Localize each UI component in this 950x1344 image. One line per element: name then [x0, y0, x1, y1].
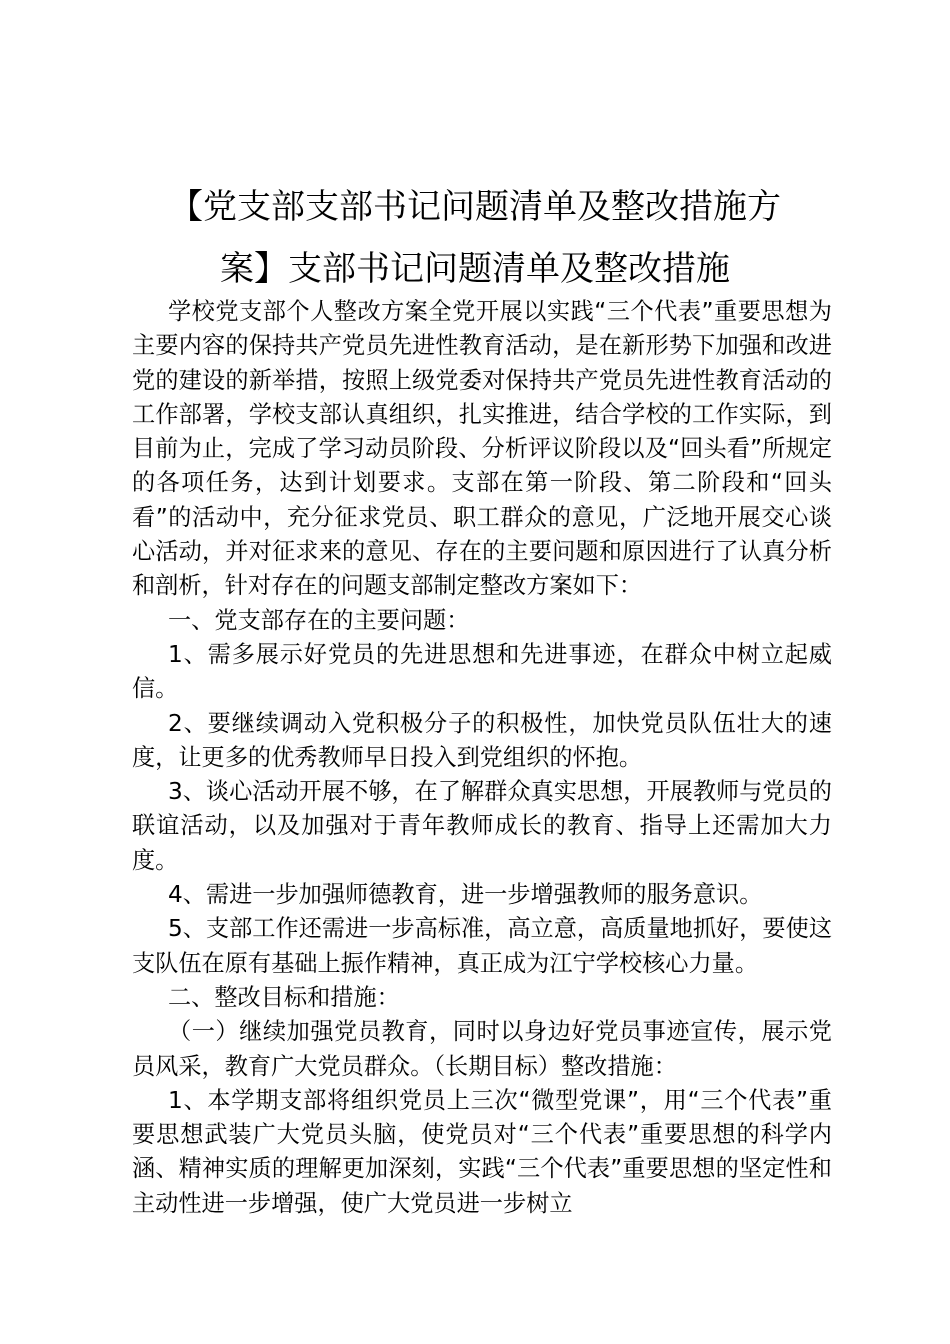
problem-item-4: 4、需进一步加强师德教育，进一步增强教师的服务意识。: [167, 881, 763, 909]
title-line-2: 案】支部书记问题清单及整改措施: [220, 249, 730, 289]
problem-item-2: 2、要继续调动入党积极分子的积极性，加快党员队伍壮大的速度，让更多的优秀教师早日投入到党组织的怀抱。: [132, 709, 832, 771]
measure-item-1: 1、本学期支部将组织党员上三次“微型党课”，用“三个代表”重要思想武装广大党员头脑，使党员对“三个代表”重要思想的科学内涵、精神实质的理解更加深刻，实践“三个代表”重要思想的坚定性和主动性进一步增强，使广大党员进一步树立: [132, 1086, 832, 1217]
measure-subheading-1: （一）继续加强党员教育，同时以身边好党员事迹宣传，展示党员风采，教育广大党员群众。（长期目标）整改措施：: [132, 1018, 832, 1080]
document-title: [130, 176, 820, 300]
paragraph-intro: 学校党支部个人整改方案全党开展以实践“三个代表”重要思想为主要内容的保持共产党员先进性教育活动，是在新形势下加强和改进党的建设的新举措，按照上级党委对保持共产党员先进性教育活动的工作部署，学校支部认真组织，扎实推进，结合学校的工作实际，到目前为止，完成了学习动员阶段、分析评议阶段以及“回头看”所规定的各项任务，达到计划要求。支部在第一阶段、第二阶段和“回头看”的活动中，充分征求党员、职工群众的意见，广泛地开展交心谈心活动，并对征求来的意见、存在的主要问题和原因进行了认真分析和剖析，针对存在的问题支部制定整改方案如下：: [132, 298, 832, 600]
document-body: [132, 295, 832, 1221]
section-heading-measures: 二、整改目标和措施：: [167, 983, 400, 1011]
problem-item-1: 1、需多展示好党员的先进思想和先进事迹，在群众中树立起威信。: [132, 640, 832, 703]
title-line-1: 【党支部支部书记问题清单及整改措施方: [169, 187, 781, 227]
problem-item-3: 3、谈心活动开展不够，在了解群众真实思想，开展教师与党员的联谊活动，以及加强对于青年教师成长的教育、指导上还需加大力度。: [132, 778, 832, 874]
section-heading-problems: 一、党支部存在的主要问题：: [167, 606, 470, 634]
problem-item-5: 5、支部工作还需进一步高标准，高立意，高质量地抓好，要使这支队伍在原有基础上振作精神，真正成为江宁学校核心力量。: [132, 915, 832, 977]
